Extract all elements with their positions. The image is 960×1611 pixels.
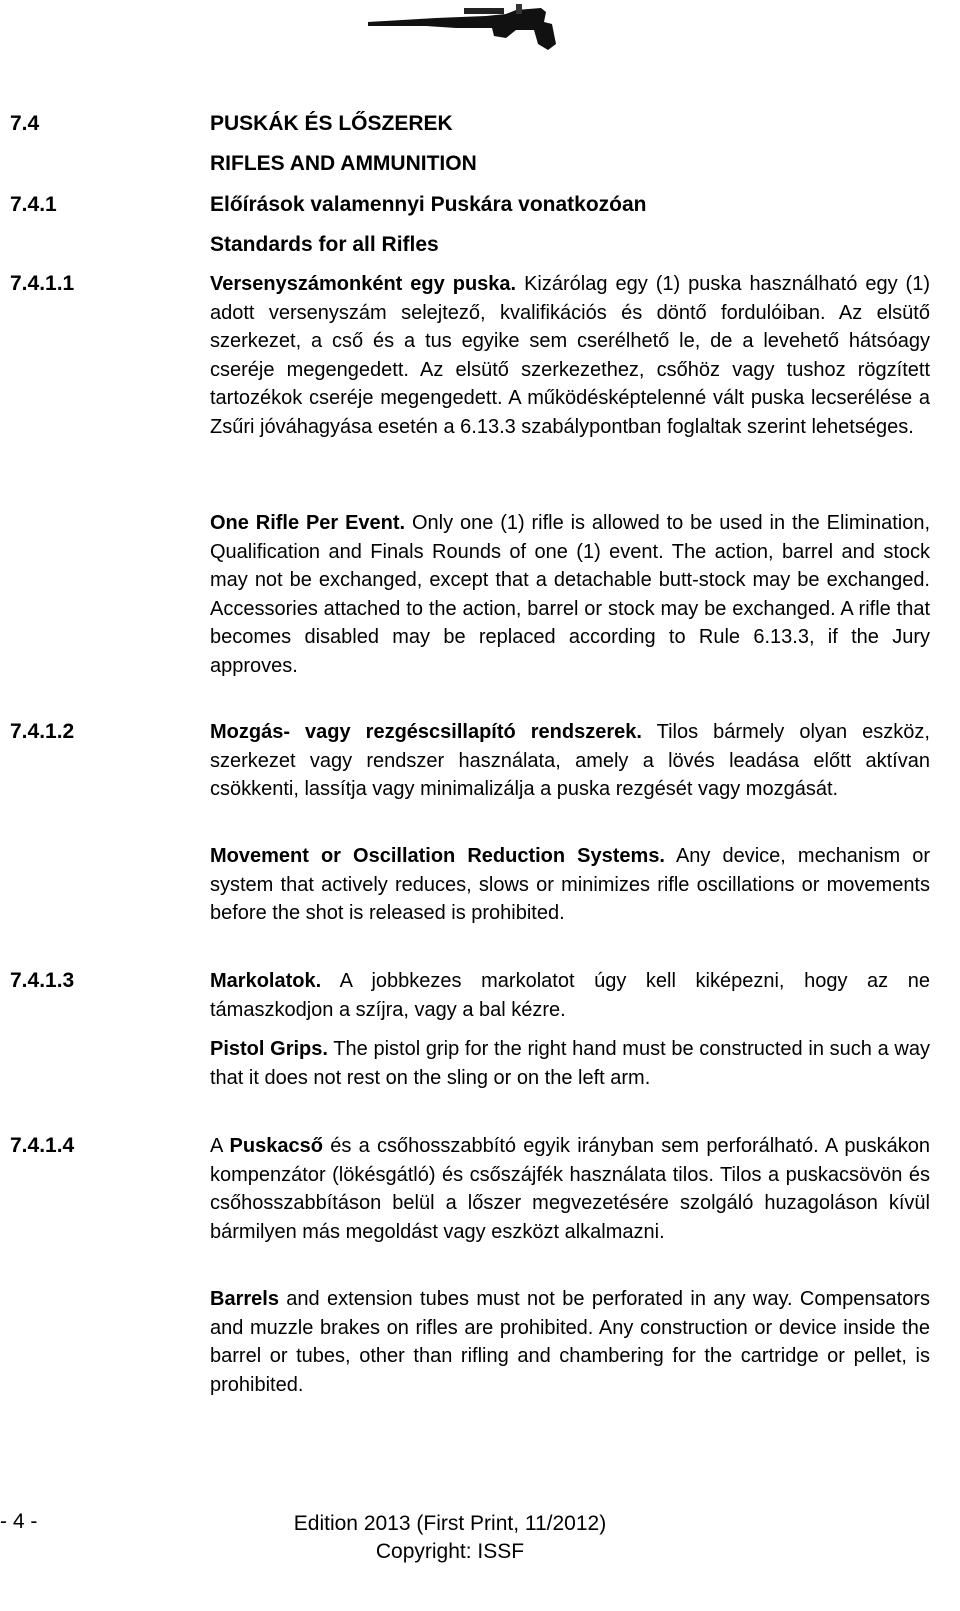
rule-text-hu [210, 1132, 930, 1246]
edition-text: Edition 2013 (First Print, 11/2012) [293, 1512, 607, 1535]
rule-text-hu [210, 270, 930, 441]
section-title-en: RIFLES AND AMMUNITION [210, 152, 477, 175]
rule-body: Tilos bármely olyan eszköz, szerkezet vagy rendszer használata, amely a lövés leadása előtt aktívan csökkenti, lassítja vagy minimalizálja a puska rezgését vagy mozgását. [210, 721, 930, 800]
rule-text-en [210, 1035, 930, 1092]
rule-body: Only one (1) rifle is allowed to be used in the Elimination, Qualification and Finals Rounds of one (1) event. The action, barrel and stock may not be exchanged, except that a detachable butt-stock may be exchanged. Accessories attached to the action, barrel or stock may be exchanged. A rifle that becomes disabled may be replaced according to Rule 6.13.3, if the Jury approves. [210, 512, 930, 677]
rule-heading: Movement or Oscillation Reduction Systems. [210, 845, 665, 867]
rifle-logo [366, 0, 576, 52]
rule-text-en [210, 509, 930, 680]
rule-heading: Puskacső [229, 1135, 323, 1157]
rule-prefix: A [210, 1135, 230, 1157]
rule-number: 7.4.1.3 [10, 969, 75, 992]
rule-text-en [210, 1285, 930, 1399]
rule-heading: Versenyszámonként egy puska. [210, 273, 517, 295]
rule-number: 7.4.1.2 [10, 720, 75, 743]
rule-number: 7.4.1.1 [10, 272, 75, 295]
rule-heading: Mozgás- vagy rezgéscsillapító rendszerek. [210, 721, 642, 743]
rule-body: The pistol grip for the right hand must be constructed in such a way that it does not rest on the sling or on the left arm. [210, 1038, 930, 1089]
subsection-title-hu: Előírások valamennyi Puskára vonatkozóan [210, 193, 647, 216]
page-number: - 4 - [0, 1510, 38, 1533]
rule-body: Any device, mechanism or system that actively reduces, slows or minimizes rifle oscillations or movements before the shot is released is prohibited. [210, 845, 931, 924]
section-number: 7.4 [10, 112, 40, 135]
section-title-hu: PUSKÁK ÉS LŐSZEREK [210, 112, 453, 135]
rule-heading: Pistol Grips. [210, 1038, 328, 1060]
footer-edition [260, 1510, 640, 1566]
rule-heading: Barrels [210, 1288, 279, 1310]
rule-body: és a csőhosszabbító egyik irányban sem perforálható. A puskákon kompenzátor (lökésgátló) és csőszájfék használata tilos. Tilos a puskacsövön és csőhosszabbításon belül a lőszer megvezetésére szolgáló huzagoláson kívül bármilyen más megoldást vagy eszközt alkalmazni. [210, 1135, 930, 1243]
rule-text-hu [210, 718, 930, 804]
copyright-text: Copyright: ISSF [375, 1540, 525, 1563]
rule-number: 7.4.1.4 [10, 1134, 75, 1157]
rule-body: Kizárólag egy (1) puska használható egy (1) adott versenyszám selejtező, kvalifikációs és döntő fordulóiban. Az elsütő szerkezet, a cső és a tus egyike sem cserélhető le, de a levehető hátsóagy cseréje megengedett. Az elsütő szerkezethez, csőhöz vagy tushoz rögzített tartozékok cseréje megengedett. A működésképtelenné vált puska lecserélése a Zsűri jóváhagyása esetén a 6.13.3 szabálypontban foglaltak szerint lehetséges. [210, 273, 930, 438]
rule-heading: One Rifle Per Event. [210, 512, 406, 534]
rule-body: A jobbkezes markolatot úgy kell kiképezni, hogy az ne támaszkodjon a szíjra, vagy a bal kézre. [210, 970, 930, 1021]
subsection-number: 7.4.1 [10, 193, 57, 216]
rule-heading: Markolatok. [210, 970, 322, 992]
rule-text-en [210, 842, 930, 928]
subsection-title-en: Standards for all Rifles [210, 233, 439, 256]
rule-body: and extension tubes must not be perforated in any way. Compensators and muzzle brakes on rifles are prohibited. Any construction or device inside the barrel or tubes, other than rifling and chambering for the cartridge or pellet, is prohibited. [210, 1288, 930, 1396]
rule-text-hu [210, 967, 930, 1024]
